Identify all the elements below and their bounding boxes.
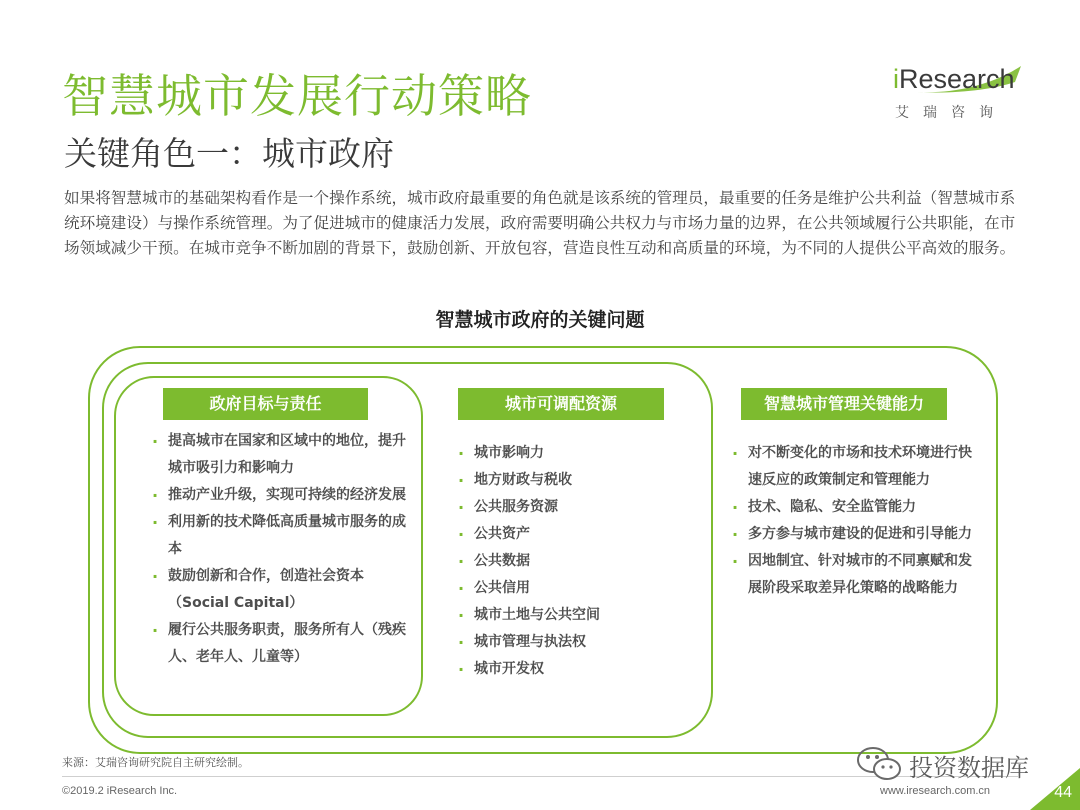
list-item: · 对不断变化的市场和技术环境进行快速反应的政策制定和管理能力 [730,440,980,494]
right-heading: 智慧城市管理关键能力 [741,388,947,420]
list-item: · 城市管理与执法权 [456,629,676,656]
page-title: 智慧城市发展行动策略 [62,69,532,123]
list-item: · 公共信用 [456,575,676,602]
page-number: 44 [1054,784,1072,801]
logo-chinese: 艾瑞咨询 [895,105,1007,121]
list-item: · 城市土地与公共空间 [456,602,676,629]
list-item: · 多方参与城市建设的促进和引导能力 [730,521,980,548]
left-heading: 政府目标与责任 [163,388,368,420]
source-note: 来源：艾瑞咨询研究院自主研究绘制。 [62,756,249,769]
list-item: · 因地制宜、针对城市的不同禀赋和发展阶段采取差异化策略的战略能力 [730,548,980,602]
website-link[interactable]: www.iresearch.com.cn [880,785,991,797]
list-item: · 地方财政与税收 [456,467,676,494]
logo-brand: iResearch [893,64,1015,94]
list-item: · 提高城市在国家和区域中的地位，提升城市吸引力和影响力 [150,428,410,482]
right-list [730,440,980,602]
list-item: · 利用新的技术降低高质量城市服务的成本 [150,509,410,563]
copyright: ©2019.2 iResearch Inc. [62,785,178,797]
left-list [150,428,410,671]
list-item: · 公共数据 [456,548,676,575]
page-number-badge [1030,768,1080,810]
iresearch-logo [893,62,1033,126]
list-item: · 公共服务资源 [456,494,676,521]
list-item: · 城市影响力 [456,440,676,467]
wechat-icon [855,744,905,784]
list-item: · 推动产业升级，实现可持续的经济发展 [150,482,410,509]
diagram-title: 智慧城市政府的关键问题 [435,309,645,331]
page-subtitle: 关键角色一：城市政府 [64,134,394,173]
list-item: · 城市开发权 [456,656,676,683]
list-item: · 鼓励创新和合作，创造社会资本（Social Capital） [150,563,410,617]
list-item: · 公共资产 [456,521,676,548]
watermark-text: 投资数据库 [909,754,1029,782]
watermark [855,744,1029,784]
middle-list [456,440,676,683]
list-item: · 技术、隐私、安全监管能力 [730,494,980,521]
intro-paragraph: 如果将智慧城市的基础架构看作是一个操作系统，城市政府最重要的角色就是该系统的管理员，最重要的任务是维护公共利益（智慧城市系统环境建设）与操作系统管理。为了促进城市的健康活力发展，政府需要明确公共权力与市场力量的边界，在公共领域履行公共职能，在市场领域减少干预。在城市竞争不断加剧的背景下，鼓励创新、开放包容，营造良性互动和高质量的环境，为不同的人提供公平高效的服务。 [64,189,1016,257]
list-item: · 履行公共服务职责，服务所有人（残疾人、老年人、儿童等） [150,617,410,671]
middle-heading: 城市可调配资源 [458,388,664,420]
